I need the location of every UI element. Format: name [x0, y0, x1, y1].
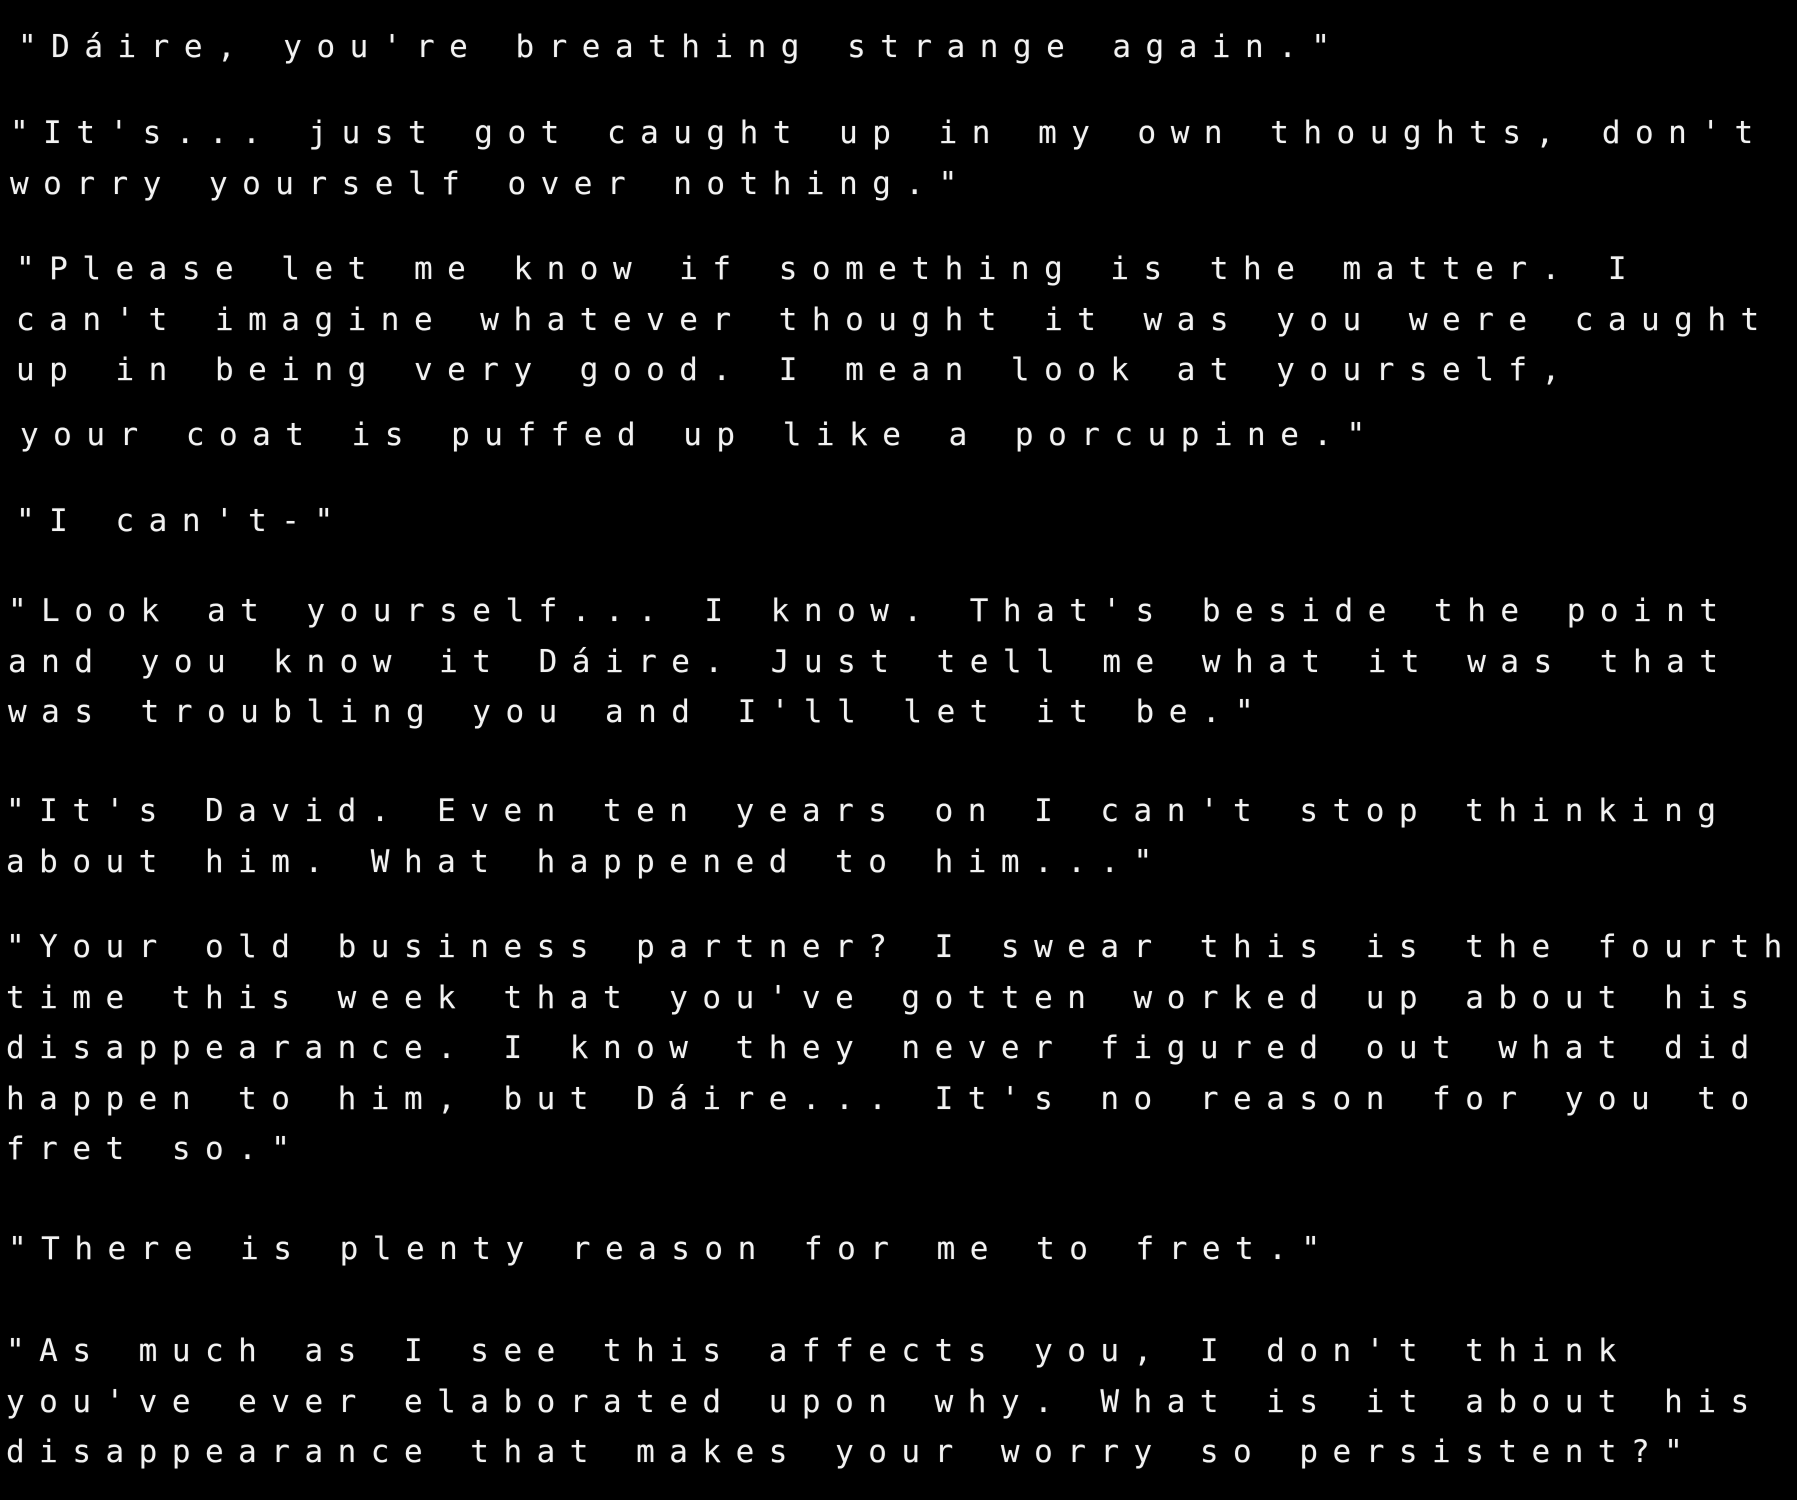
- paragraph-line: time this week that you've gotten worked up about his: [6, 979, 1764, 1016]
- paragraph-line: "It's David. Even ten years on I can't stop thinking: [6, 793, 1731, 829]
- paragraph-8: [6, 922, 1797, 1175]
- paragraph-9: [8, 1224, 1335, 1275]
- paragraph-line: "Your old business partner? I swear this is the fourth: [6, 929, 1797, 965]
- paragraph-line: can't imagine whatever thought it was you were caught: [16, 301, 1774, 338]
- paragraph-3: [16, 244, 1774, 396]
- paragraph-line: happen to him, but Dáire... It's no reason for you to: [6, 1080, 1764, 1117]
- paragraph-4: [20, 410, 1380, 461]
- paragraph-line: disappearance. I know they never figured out what did: [6, 1030, 1764, 1066]
- paragraph-1: [18, 22, 1345, 73]
- paragraph-line: "I can't-": [16, 503, 348, 539]
- paragraph-2: [10, 108, 1768, 209]
- paragraph-line: your coat is puffed up like a porcupine.": [20, 417, 1380, 453]
- paragraph-line: and you know it Dáire. Just tell me what it was that: [8, 643, 1733, 680]
- paragraph-line: up in being very good. I mean look at yourself,: [16, 352, 1575, 388]
- paragraph-line: was troubling you and I'll let it be.": [8, 694, 1269, 730]
- paragraph-line: fret so.": [6, 1131, 305, 1167]
- paragraph-line: "As much as I see this affects you, I don't think: [6, 1333, 1632, 1369]
- paragraph-line: "Dáire, you're breathing strange again.": [18, 29, 1345, 65]
- paragraph-line: worry yourself over nothing.": [10, 165, 972, 202]
- paragraph-10: [6, 1326, 1764, 1478]
- paragraph-7: [6, 786, 1731, 887]
- paragraph-line: "It's... just got caught up in my own thoughts, don't: [10, 115, 1768, 151]
- paragraph-line: "Look at yourself... I know. That's beside the point: [8, 593, 1733, 629]
- paragraph-line: about him. What happened to him...": [6, 843, 1167, 880]
- paragraph-5: [16, 496, 348, 547]
- paragraph-6: [8, 586, 1733, 738]
- paragraph-line: "Please let me know if something is the matter. I: [16, 251, 1642, 287]
- paragraph-line: you've ever elaborated upon why. What is it about his: [6, 1383, 1764, 1420]
- paragraph-line: "There is plenty reason for me to fret.": [8, 1231, 1335, 1267]
- paragraph-line: disappearance that makes your worry so persistent?": [6, 1434, 1698, 1470]
